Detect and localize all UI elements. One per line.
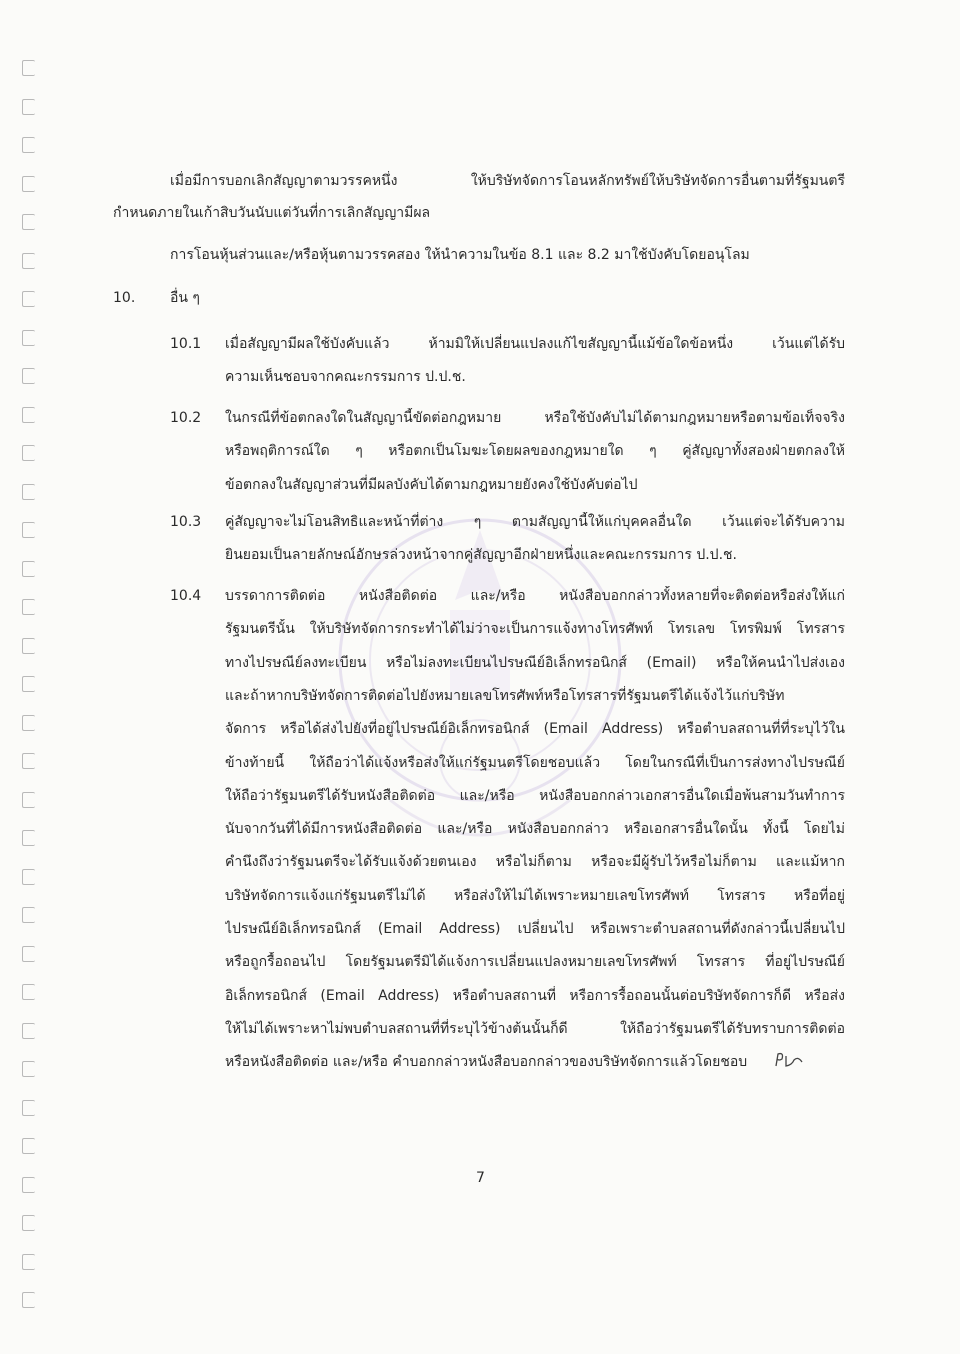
binder-hole-mark [22, 753, 35, 769]
text-line: บริษัทจัดการแจ้งแก่รัฐมนตรีไม่ได้ หรือส่งให้ไม่ได้เพราะหมายเลขโทรศัพท์ โทรสาร หรือที่อยู่ [225, 887, 845, 904]
text-line: ยินยอมเป็นลายลักษณ์อักษรล่วงหน้าจากคู่สัญญาอีกฝ่ายหนึ่งและคณะกรรมการ ป.ป.ช. [225, 547, 737, 564]
binder-hole-mark [22, 715, 35, 731]
paragraph-share-transfer: การโอนหุ้นส่วนและ/หรือหุ้นตามวรรคสอง ให้นำความในข้อ 8.1 และ 8.2 มาใช้บังคับโดยอนุโลม [170, 247, 750, 263]
binder-hole-mark [22, 984, 35, 1000]
binder-hole-mark [22, 561, 35, 577]
text-line: หรือพฤติการณ์ใด ๆ หรือตกเป็นโมฆะโดยผลของกฎหมายใด ๆ คู่สัญญาทั้งสองฝ่ายตกลงให้ [225, 443, 845, 460]
binder-hole-mark [22, 792, 35, 808]
text-line: เมื่อมีการบอกเลิกสัญญาตามวรรคหนึ่ง ให้บริษัทจัดการโอนหลักทรัพย์ให้บริษัทจัดการอื่นตามที่รัฐมนตรี [170, 173, 845, 189]
text-line: ความเห็นชอบจากคณะกรรมการ ป.ป.ช. [225, 369, 466, 386]
text-line: ไปรษณีย์อิเล็กทรอนิกส์ (Email Address) เปลี่ยนไป หรือเพราะตำบลสถานที่ดังกล่าวนี้เปลี่ยนไป [225, 921, 845, 937]
text-line: จัดการ หรือได้ส่งไปยังที่อยู่ไปรษณีย์อิเล็กทรอนิกส์ (Email Address) หรือตำบลสถานที่ที่ระบุไว้ใน [225, 721, 845, 738]
binder-hole-mark [22, 407, 35, 423]
binder-hole-mark [22, 137, 35, 153]
clause-number: 10.3 [170, 514, 202, 530]
binder-hole-mark [22, 830, 35, 846]
text-line: กำหนดภายในเก้าสิบวันนับแต่วันที่การเลิกสัญญามีผล [113, 205, 431, 221]
text-line: คู่สัญญาจะไม่โอนสิทธิและหน้าที่ต่าง ๆ ตามสัญญานี้ให้แก่บุคคลอื่นใด เว้นแต่จะได้รับความ [225, 514, 845, 530]
binder-hole-mark [22, 638, 35, 654]
binder-hole-mark [22, 946, 35, 962]
binder-hole-mark [22, 676, 35, 692]
text-line: ให้ถือว่ารัฐมนตรีได้รับหนังสือติดต่อ และ/หรือ หนังสือบอกกล่าวเอกสารอื่นใดเมื่อพ้นสามวันทำการ [225, 787, 845, 804]
binder-hole-mark [22, 176, 35, 192]
binder-hole-mark [22, 330, 35, 346]
text-line: ข้างท้ายนี้ ให้ถือว่าได้แจ้งหรือส่งให้แก่รัฐมนตรีโดยชอบแล้ว โดยในกรณีที่เป็นการส่งทางไปรษณีย์ [225, 754, 845, 771]
binder-hole-mark [22, 522, 35, 538]
text-line: ในกรณีที่ข้อตกลงใดในสัญญานี้ขัดต่อกฎหมาย หรือใช้บังคับไม่ได้ตามกฎหมายหรือตามข้อเท็จจริง [225, 410, 845, 426]
page-number: 7 [476, 1170, 485, 1186]
text-line: บรรดาการติดต่อ หนังสือติดต่อ และ/หรือ หนังสือบอกกล่าวทั้งหลายที่จะติดต่อหรือส่งให้แก่ [225, 588, 845, 604]
clause-number: 10.2 [170, 410, 202, 426]
binder-hole-mark [22, 1177, 35, 1193]
binder-hole-mark [22, 368, 35, 384]
section-title: อื่น ๆ [170, 290, 200, 306]
binder-hole-mark [22, 1292, 35, 1308]
text-line: อิเล็กทรอนิกส์ (Email Address) หรือตำบลสถานที่ หรือการรื้อถอนนั้นต่อบริษัทจัดการก็ดี หรือส่ง [225, 987, 845, 1004]
binder-hole-mark [22, 1100, 35, 1116]
binder-hole-mark [22, 1254, 35, 1270]
binder-hole-mark [22, 214, 35, 230]
binder-hole-mark [22, 599, 35, 615]
section-number: 10. [113, 290, 136, 306]
clause-number: 10.1 [170, 336, 202, 352]
text-line: ทางไปรษณีย์ลงทะเบียน หรือไม่ลงทะเบียนไปรษณีย์อิเล็กทรอนิกส์ (Email) หรือให้คนนำไปส่งเอง [225, 654, 845, 671]
text-line: หรือหนังสือติดต่อ และ/หรือ คำบอกกล่าวหนังสือบอกกล่าวของบริษัทจัดการแล้วโดยชอบ [225, 1054, 748, 1071]
binder-hole-mark [22, 1023, 35, 1039]
text-line: นับจากวันที่ได้มีการหนังสือติดต่อ และ/หรือ หนังสือบอกกล่าว หรือเอกสารอื่นใดนั้น ทั้งนี้ โดยไม่ [225, 821, 845, 838]
binder-hole-mark [22, 1061, 35, 1077]
initials-signature [772, 1048, 812, 1070]
binder-hole-mark [22, 869, 35, 885]
text-line: หรือถูกรื้อถอนไป โดยรัฐมนตรีมิได้แจ้งการเปลี่ยนแปลงหมายเลขโทรศัพท์ โทรสาร ที่อยู่ไปรษณีย์ [225, 954, 845, 971]
binder-hole-mark [22, 484, 35, 500]
binder-hole-mark [22, 907, 35, 923]
text-line: เมื่อสัญญามีผลใช้บังคับแล้ว ห้ามมิให้เปลี่ยนแปลงแก้ไขสัญญานี้แม้ข้อใดข้อหนึ่ง เว้นแต่ได้รับ [225, 336, 845, 352]
binder-hole-mark [22, 445, 35, 461]
binder-hole-mark [22, 99, 35, 115]
text-line: ข้อตกลงในสัญญาส่วนที่มีผลบังคับได้ตามกฎหมายยังคงใช้บังคับต่อไป [225, 476, 638, 493]
text-line: และถ้าหากบริษัทจัดการติดต่อไปยังหมายเลขโทรศัพท์หรือโทรสารที่รัฐมนตรีได้แจ้งไว้แก่บริษัท [225, 687, 785, 704]
binder-hole-mark [22, 1138, 35, 1154]
text-line: ให้ไม่ได้เพราะหาไม่พบตำบลสถานที่ที่ระบุไว้ข้างต้นนั้นก็ดี ให้ถือว่ารัฐมนตรีได้รับทราบการติดต่อ [225, 1020, 845, 1037]
text-line: รัฐมนตรีนั้น ให้บริษัทจัดการกระทำได้ไม่ว่าจะเป็นการแจ้งทางโทรศัพท์ โทรเลข โทรพิมพ์ โทรสาร [225, 621, 845, 638]
binder-hole-mark [22, 60, 35, 76]
binder-hole-mark [22, 253, 35, 269]
clause-number: 10.4 [170, 588, 202, 604]
binder-hole-mark [22, 291, 35, 307]
binder-hole-mark [22, 1215, 35, 1231]
text-line: คำนึงถึงว่ารัฐมนตรีจะได้รับแจ้งด้วยตนเอง หรือไม่ก็ตาม หรือจะมีผู้รับไว้หรือไม่ก็ตาม และแม้หาก [225, 854, 845, 871]
